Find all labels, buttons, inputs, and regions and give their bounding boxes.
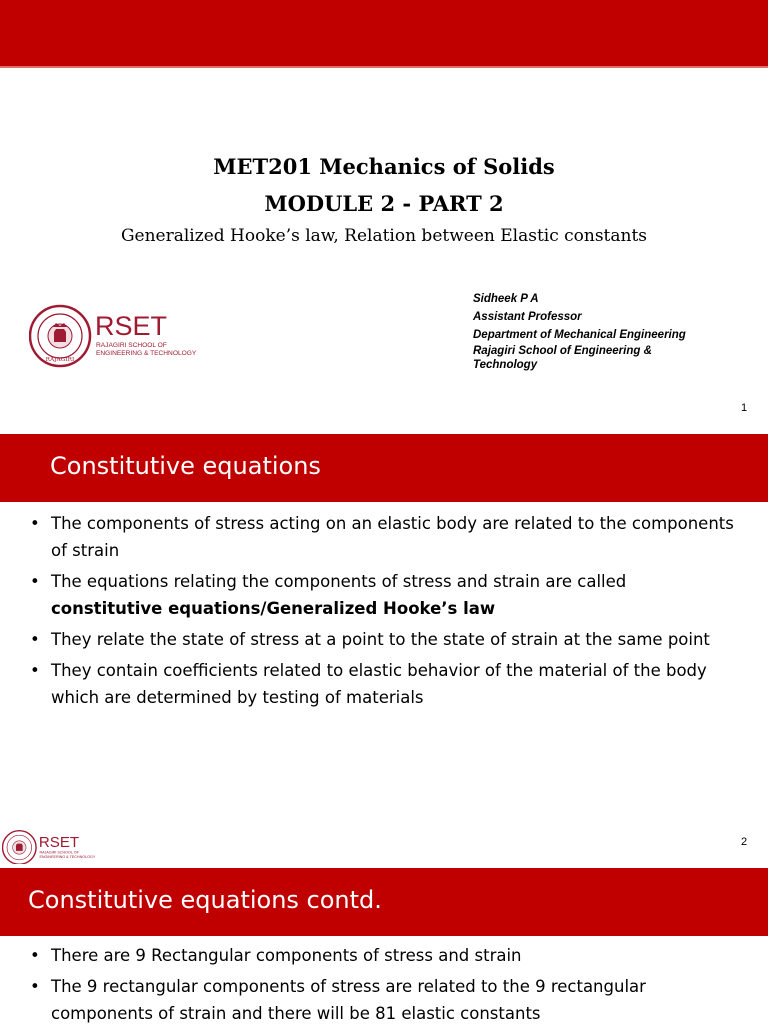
rset-seal-icon — [3, 831, 37, 865]
rset-logo — [29, 303, 199, 369]
logo-line-1: RAJAGIRI SCHOOL OF — [39, 850, 79, 855]
list-item: • They relate the state of stress at a point to the state of strain at the same point — [30, 626, 735, 653]
list-item: • The 9 rectangular components of stress are related to the 9 rectangular components of strain and there will be 81 elastic constants — [30, 973, 735, 1024]
rset-logo-small — [2, 829, 97, 866]
list-item: • The equations relating the components of stress and strain are called constitutive equations/Generalized Hooke’s law — [30, 568, 735, 622]
bullet-list — [30, 942, 735, 1024]
author-role: Assistant Professor — [473, 311, 582, 323]
list-item: • The components of stress acting on an elastic body are related to the components of strain — [30, 510, 735, 564]
author-institution-cont: Technology — [473, 359, 538, 371]
top-bar-accent-line — [0, 66, 768, 68]
logo-abbreviation: RSET — [95, 311, 168, 341]
logo-abbreviation: RSET — [38, 833, 80, 851]
title-slide — [0, 0, 768, 432]
bold-term: constitutive equations/Generalized Hooke’s law — [51, 599, 496, 618]
logo-line-1: RAJAGIRI SCHOOL OF — [96, 342, 167, 349]
slide-subtitle: Generalized Hooke’s law, Relation between Elastic constants — [120, 226, 648, 246]
rset-seal-icon — [30, 306, 90, 366]
slide-heading: Constitutive equations — [50, 452, 321, 480]
bullet-icon: • — [30, 946, 40, 965]
author-block — [473, 290, 753, 372]
author-institution: Rajagiri School of Engineering & — [473, 345, 652, 357]
bullet-icon: • — [30, 977, 40, 996]
slide-heading: Constitutive equations contd. — [28, 886, 382, 914]
content-slide-continued — [0, 864, 768, 1024]
seal-text: RAJAGIRI — [45, 357, 75, 363]
heading-band — [0, 868, 768, 936]
list-item: • They contain coefficients related to elastic behavior of the material of the body which are determined by testing of materials — [30, 657, 735, 711]
heading-band — [0, 434, 768, 502]
module-title: MODULE 2 - PART 2 — [264, 191, 504, 216]
bullet-icon: • — [30, 572, 40, 591]
bullet-icon: • — [30, 630, 40, 649]
content-slide — [0, 432, 768, 864]
bullet-icon: • — [30, 514, 40, 533]
page-number: 1 — [741, 402, 748, 414]
list-item: • There are 9 Rectangular components of stress and strain — [30, 942, 735, 969]
bullet-list — [30, 510, 735, 715]
bullet-icon: • — [30, 661, 40, 680]
author-department: Department of Mechanical Engineering — [473, 329, 686, 341]
logo-line-2: ENGINEERING & TECHNOLOGY — [39, 855, 96, 860]
course-title: MET201 Mechanics of Solids — [213, 154, 555, 179]
page-number: 2 — [741, 836, 748, 848]
logo-line-2: ENGINEERING & TECHNOLOGY — [96, 350, 197, 357]
author-name: Sidheek P A — [473, 293, 539, 305]
title-top-bar — [0, 0, 768, 66]
